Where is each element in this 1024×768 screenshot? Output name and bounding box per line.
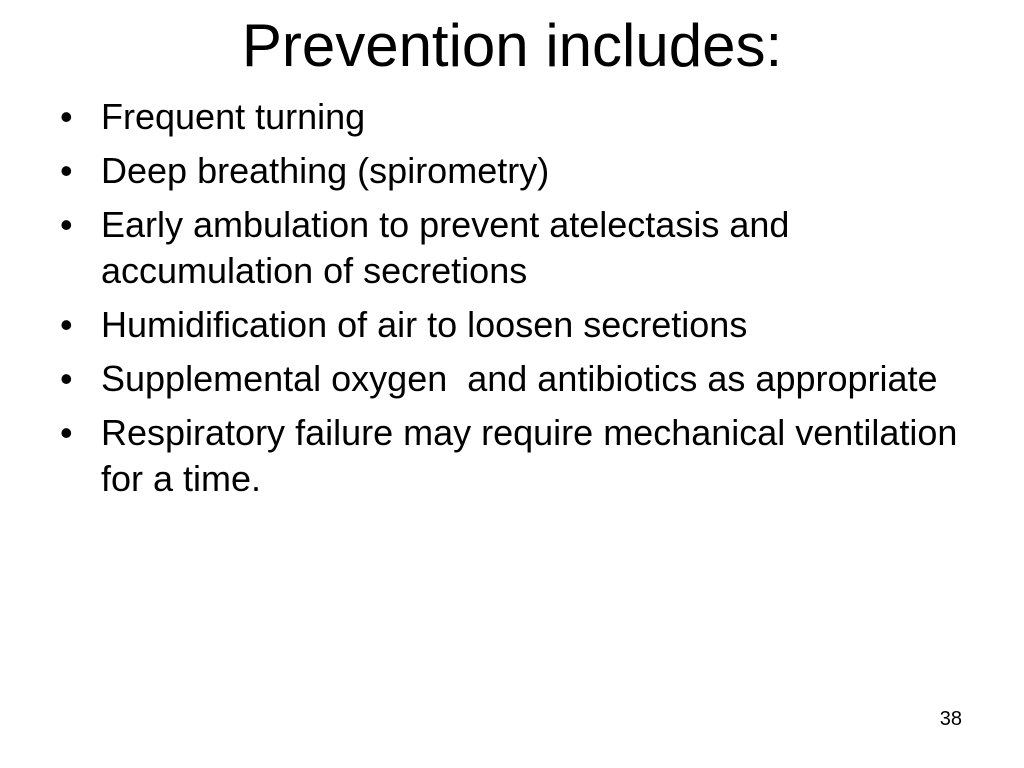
bullet-text: Respiratory failure may require mechanical ventilation for a time. [101, 412, 958, 499]
bullet-text: Humidification of air to loosen secretions [101, 304, 748, 345]
bullet-item [60, 356, 1000, 402]
bullet-text: Deep breathing (spirometry) [101, 150, 550, 191]
bullet-text: Early ambulation to prevent atelectasis and accumulation of secretions [101, 204, 790, 291]
bullet-item [60, 202, 1000, 294]
bullet-dot-icon: • [60, 150, 73, 191]
bullet-item [60, 302, 1000, 348]
slide-title: Prevention includes: [241, 12, 783, 79]
bullet-list [60, 94, 1000, 510]
bullet-item [60, 410, 1000, 502]
bullet-text: Supplemental oxygen and antibiotics as appropriate [101, 358, 938, 399]
bullet-item [60, 148, 1000, 194]
bullet-item [60, 94, 1000, 140]
bullet-dot-icon: • [60, 412, 73, 453]
bullet-dot-icon: • [60, 204, 73, 245]
bullet-dot-icon: • [60, 304, 73, 345]
bullet-dot-icon: • [60, 96, 73, 137]
bullet-dot-icon: • [60, 358, 73, 399]
bullet-text: Frequent turning [101, 96, 366, 137]
slide-number: 38 [939, 708, 962, 730]
